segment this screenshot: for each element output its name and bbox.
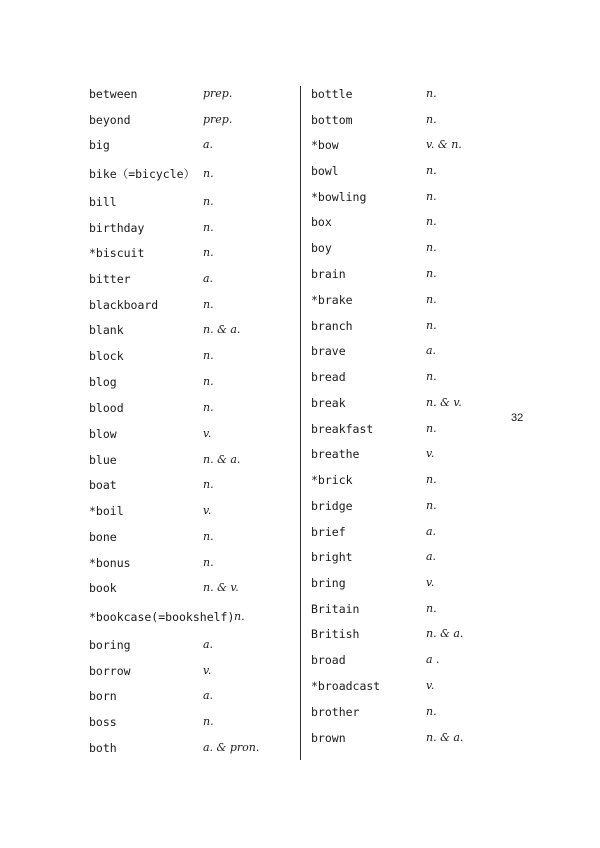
- entry-part-of-speech: n. & a.: [203, 323, 241, 336]
- entry-part-of-speech: n.: [203, 556, 214, 569]
- entry-word: bright: [311, 550, 353, 564]
- entry-word: bill: [89, 195, 117, 209]
- entry-word: *bowling: [311, 190, 367, 204]
- column-divider: [300, 86, 301, 760]
- entry-word: *bonus: [89, 556, 131, 570]
- entry-word: bitter: [89, 272, 131, 286]
- entry-part-of-speech: n.: [426, 422, 437, 435]
- entry-part-of-speech: a.: [203, 272, 214, 285]
- entry-part-of-speech: n.: [203, 349, 214, 362]
- entry-word: brief: [311, 525, 346, 539]
- entry-part-of-speech: a. & pron.: [203, 741, 260, 754]
- entry-part-of-speech: n.: [426, 319, 437, 332]
- entry-part-of-speech: n.: [426, 499, 437, 512]
- entry-part-of-speech: n.: [203, 715, 214, 728]
- entry-word: breathe: [311, 447, 360, 461]
- entry-part-of-speech: v.: [203, 504, 212, 517]
- entry-word: bring: [311, 576, 346, 590]
- entry-word: break: [311, 396, 346, 410]
- entry-part-of-speech: n.: [426, 473, 437, 486]
- entry-part-of-speech: n.: [203, 167, 214, 180]
- entry-word: brother: [311, 705, 360, 719]
- entry-word: book: [89, 581, 117, 595]
- entry-part-of-speech: n. & a.: [426, 731, 464, 744]
- entry-part-of-speech: v.: [426, 447, 435, 460]
- entry-word: British: [311, 627, 360, 641]
- entry-part-of-speech: a .: [426, 653, 440, 666]
- entry-word: breakfast: [311, 422, 374, 436]
- entry-part-of-speech: n.: [426, 190, 437, 203]
- entry-word: blank: [89, 323, 124, 337]
- entry-word: boy: [311, 241, 332, 255]
- entry-word: bottom: [311, 113, 353, 127]
- entry-word: Britain: [311, 602, 360, 616]
- entry-word: blog: [89, 375, 117, 389]
- entry-part-of-speech: n.: [203, 246, 214, 259]
- entry-part-of-speech: v.: [203, 427, 212, 440]
- entry-part-of-speech: v.: [426, 576, 435, 589]
- entry-part-of-speech: n.: [426, 215, 437, 228]
- entry-word: blue: [89, 453, 117, 467]
- entry-word: bread: [311, 370, 346, 384]
- entry-part-of-speech: a.: [203, 689, 214, 702]
- entry-word: branch: [311, 319, 353, 333]
- entry-word: *brake: [311, 293, 353, 307]
- entry-word: *bookcase(=bookshelf): [89, 610, 235, 624]
- entry-word: boat: [89, 478, 117, 492]
- page-number: 32: [511, 412, 524, 424]
- entry-word: *boil: [89, 504, 124, 518]
- entry-word: borrow: [89, 664, 131, 678]
- entry-part-of-speech: n.: [203, 221, 214, 234]
- entry-word: blood: [89, 401, 124, 415]
- entry-word: birthday: [89, 221, 145, 235]
- entry-word: blackboard: [89, 298, 159, 312]
- entry-part-of-speech: n.: [234, 610, 245, 623]
- entry-word: block: [89, 349, 124, 363]
- entry-part-of-speech: n.: [426, 241, 437, 254]
- entry-part-of-speech: a.: [426, 550, 437, 563]
- entry-part-of-speech: n.: [203, 478, 214, 491]
- entry-word: *bow: [311, 138, 339, 152]
- entry-part-of-speech: n.: [203, 195, 214, 208]
- entry-part-of-speech: n.: [203, 375, 214, 388]
- entry-word: beyond: [89, 113, 131, 127]
- entry-word: *brick: [311, 473, 353, 487]
- entry-part-of-speech: a.: [426, 525, 437, 538]
- entry-word: big: [89, 138, 110, 152]
- entry-word: brain: [311, 267, 346, 281]
- entry-part-of-speech: prep.: [203, 87, 233, 100]
- entry-part-of-speech: v. & n.: [426, 138, 462, 151]
- entry-word: blow: [89, 427, 117, 441]
- entry-word: bike（=bicycle）: [89, 167, 196, 181]
- entry-part-of-speech: prep.: [203, 113, 233, 126]
- entry-part-of-speech: n.: [426, 370, 437, 383]
- entry-word: *biscuit: [89, 246, 145, 260]
- entry-word: broad: [311, 653, 346, 667]
- entry-part-of-speech: n.: [426, 113, 437, 126]
- entry-word: between: [89, 87, 138, 101]
- entry-word: bridge: [311, 499, 353, 513]
- entry-word: brave: [311, 344, 346, 358]
- entry-part-of-speech: n.: [426, 602, 437, 615]
- entry-part-of-speech: n. & v.: [426, 396, 462, 409]
- entry-part-of-speech: n. & a.: [426, 627, 464, 640]
- entry-part-of-speech: n.: [426, 705, 437, 718]
- entry-part-of-speech: a.: [203, 138, 214, 151]
- entry-word: bottle: [311, 87, 353, 101]
- entry-word: boss: [89, 715, 117, 729]
- entry-part-of-speech: n.: [426, 267, 437, 280]
- entry-word: boring: [89, 638, 131, 652]
- entry-part-of-speech: a.: [426, 344, 437, 357]
- entry-part-of-speech: a.: [203, 638, 214, 651]
- entry-part-of-speech: n.: [203, 298, 214, 311]
- entry-word: born: [89, 689, 117, 703]
- entry-part-of-speech: n. & v.: [203, 581, 239, 594]
- entry-part-of-speech: n.: [203, 401, 214, 414]
- entry-part-of-speech: v.: [203, 664, 212, 677]
- entry-word: *broadcast: [311, 679, 381, 693]
- entry-word: brown: [311, 731, 346, 745]
- entry-part-of-speech: n.: [426, 164, 437, 177]
- entry-word: bowl: [311, 164, 339, 178]
- entry-word: box: [311, 215, 332, 229]
- entry-part-of-speech: n.: [426, 87, 437, 100]
- entry-part-of-speech: n.: [426, 293, 437, 306]
- entry-word: bone: [89, 530, 117, 544]
- entry-part-of-speech: n.: [203, 530, 214, 543]
- entry-part-of-speech: n. & a.: [203, 453, 241, 466]
- entry-word: both: [89, 741, 117, 755]
- entry-part-of-speech: v.: [426, 679, 435, 692]
